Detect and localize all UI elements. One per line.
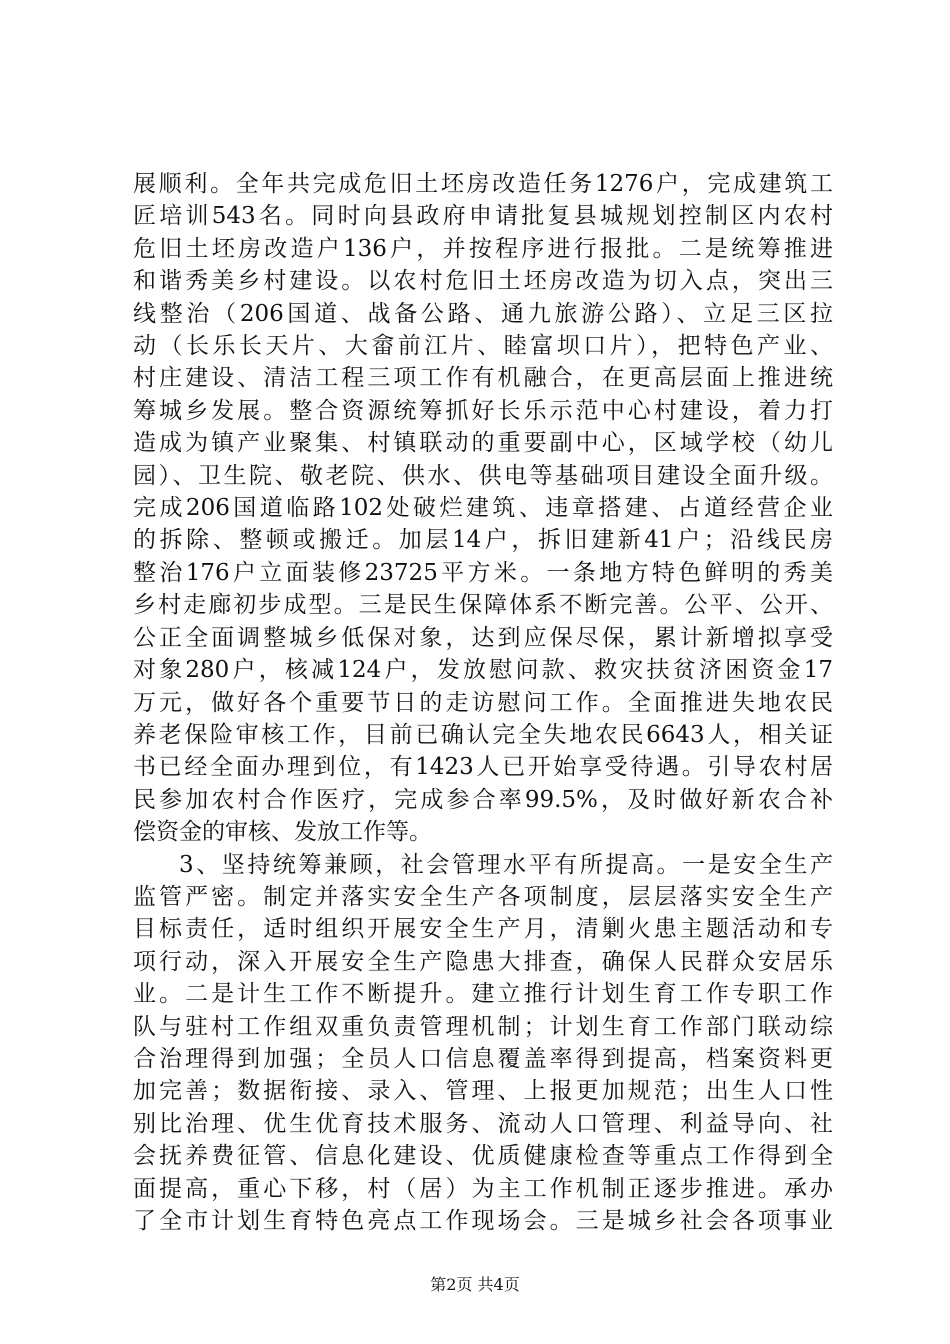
text-line: 3、坚持统筹兼顾，社会管理水平有所提高。一是安全生产: [179, 851, 833, 878]
text-line: 目标责任，适时组织开展安全生产月，清剿火患主题活动和专: [133, 916, 833, 943]
text-line: 队与驻村工作组双重负责管理机制；计划生育工作部门联动综: [133, 1013, 833, 1040]
text-line: 面提高，重心下移，村（居）为主工作机制正逐步推进。承办: [133, 1175, 833, 1202]
text-line: 养老保险审核工作，目前已确认完全失地农民6643人，相关证: [133, 721, 833, 748]
text-line: 乡村走廊初步成型。三是民生保障体系不断完善。公平、公开、: [133, 592, 833, 619]
text-line: 会抚养费征管、信息化建设、优质健康检查等重点工作得到全: [133, 1143, 833, 1170]
paragraph-1: [133, 168, 833, 849]
text-line: 偿资金的审核、发放工作等。: [133, 819, 432, 846]
text-line: 展顺利。全年共完成危旧土坯房改造任务1276户，完成建筑工: [133, 171, 833, 197]
text-line: 加完善；数据衔接、录入、管理、上报更加规范；出生人口性: [133, 1078, 833, 1105]
text-line: 业。二是计生工作不断提升。建立推行计划生育工作专职工作: [133, 981, 833, 1008]
text-line: 民参加农村合作医疗，完成参合率99.5%，及时做好新农合补: [133, 786, 833, 813]
document-body: [133, 168, 833, 1237]
text-line: 危旧土坯房改造户136户，并按程序进行报批。二是统筹推进: [133, 235, 833, 262]
text-line: 和谐秀美乡村建设。以农村危旧土坯房改造为切入点，突出三: [133, 268, 833, 295]
text-line: 园）、卫生院、敬老院、供水、供电等基础项目建设全面升级。: [133, 462, 833, 489]
text-line: 整治176户立面装修23725平方米。一条地方特色鲜明的秀美: [133, 559, 833, 586]
text-line: 对象280户，核减124户，发放慰问款、救灾扶贫济困资金17: [133, 657, 833, 684]
text-line: 的拆除、整顿或搬迁。加层14户，拆旧建新41户；沿线民房: [133, 527, 833, 554]
text-line: 筹城乡发展。整合资源统筹抓好长乐示范中心村建设，着力打: [133, 397, 833, 424]
text-line: 万元，做好各个重要节日的走访慰问工作。全面推进失地农民: [133, 689, 833, 716]
text-line: 村庄建设、清洁工程三项工作有机融合，在更高层面上推进统: [133, 365, 833, 392]
text-line: 别比治理、优生优育技术服务、流动人口管理、利益导向、社: [133, 1110, 833, 1137]
paragraph-2: [133, 849, 833, 1238]
text-line: 项行动，深入开展安全生产隐患大排查，确保人民群众安居乐: [133, 948, 833, 975]
text-line: 书已经全面办理到位，有1423人已开始享受待遇。引导农村居: [133, 754, 833, 781]
text-line: 完成206国道临路102处破烂建筑、违章搭建、占道经营企业: [133, 495, 833, 522]
text-line: 合治理得到加强；全员人口信息覆盖率得到提高，档案资料更: [133, 1045, 833, 1072]
page-number-label: 第2页 共4页: [430, 1275, 520, 1294]
text-line: 动（长乐长天片、大畲前江片、睦富坝口片），把特色产业、: [133, 333, 833, 360]
text-line: 造成为镇产业聚集、村镇联动的重要副中心，区域学校（幼儿: [133, 430, 833, 457]
text-line: 匠培训543名。同时向县政府申请批复县城规划控制区内农村: [133, 203, 833, 230]
text-line: 监管严密。制定并落实安全生产各项制度，层层落实安全生产: [133, 883, 833, 910]
text-line: 公正全面调整城乡低保对象，达到应保尽保，累计新增拟享受: [133, 624, 833, 651]
text-line: 线整治（206国道、战备公路、通九旅游公路）、立足三区拉: [133, 300, 833, 327]
text-line: 了全市计划生育特色亮点工作现场会。三是城乡社会各项事业: [133, 1208, 833, 1234]
page-footer: [0, 1272, 950, 1295]
